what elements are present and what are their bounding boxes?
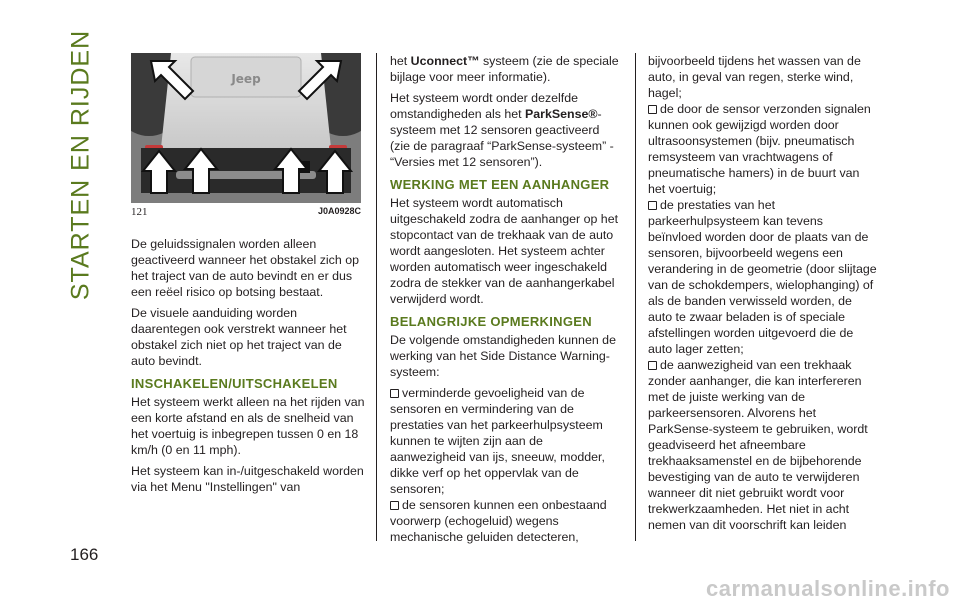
figure-image <box>131 53 361 203</box>
bullet-icon <box>648 361 657 370</box>
list-item: de door de sensor verzonden signalen kunnen ook gewijzigd worden door ultrasoonsystemen (bijv. pneumatisch remsysteem van vrachtwagens of pneumatische hamers) in de buurt van het voertuig; <box>648 102 871 196</box>
section-title: STARTEN EN RIJDEN <box>66 29 95 301</box>
figure-number: 121 <box>131 206 148 218</box>
figure-code: J0A0928C <box>317 206 361 216</box>
brand-uconnect: Uconnect™ <box>410 54 480 68</box>
paragraph: De volgende omstandigheden kunnen de werking van het Side Distance Warning-systeem: <box>390 333 616 379</box>
section-heading: BELANGRIJKE OPMERKINGEN <box>390 314 592 329</box>
watermark: carmanualsonline.info <box>706 576 950 601</box>
column-1 <box>131 236 365 500</box>
list-item: de sensoren kunnen een onbestaand voorwerp (echogeluid) wegens mechanische geluiden detecteren, <box>390 498 607 544</box>
column-divider <box>376 53 377 541</box>
bullet-icon <box>390 389 399 398</box>
paragraph: De geluidssignalen worden alleen geactiveerd wanneer het obstakel zich op het traject van de auto bevindt en er dus een reëel risico op botsing bestaat. <box>131 237 359 299</box>
figure-caption <box>131 206 361 220</box>
bullet-icon <box>390 501 399 510</box>
bullet-icon <box>648 105 657 114</box>
column-2 <box>390 53 622 545</box>
list-item: verminderde gevoeligheid van de sensoren en vermindering van de prestaties van het parkeerhulpsysteem kunnen te wijten zijn aan de aanwezigheid van ijs, sneeuw, modder, dikke verf op het oppervlak van de sensoren; <box>390 386 605 496</box>
svg-text:Jeep: Jeep <box>231 72 261 86</box>
paragraph: bijvoorbeeld tijdens het wassen van de auto, in geval van regen, sterke wind, hagel; <box>648 54 861 100</box>
paragraph: Het systeem wordt onder dezelfde omstandigheden als het ParkSense®-systeem met 12 sensoren geactiveerd (zie de paragraaf “ParkSense-systeem” - “Versies met 12 sensoren”). <box>390 91 614 169</box>
list-item: de prestaties van het parkeerhulpsysteem kan tevens beïnvloed worden door de plaats van de sensoren, bijvoorbeeld wegens een verandering in de geometrie (door slijtage van de schokdempers, wielophanging) of als de banden verwisseld worden, de auto te zwaar beladen is of speciale afstellingen worden uitgevoerd die de auto lager zetten; <box>648 198 877 356</box>
paragraph: het Uconnect™ systeem (zie de speciale bijlage voor meer informatie). <box>390 54 619 84</box>
paragraph: Het systeem kan in-/uitgeschakeld worden via het Menu "Instellingen" van <box>131 464 364 494</box>
section-heading: INSCHAKELEN/UITSCHAKELEN <box>131 376 338 391</box>
column-3 <box>648 53 878 533</box>
section-heading: WERKING MET EEN AANHANGER <box>390 177 610 192</box>
paragraph: Het systeem wordt automatisch uitgeschakeld zodra de aanhanger op het stopcontact van de trekhaak van de auto wordt aangesloten. Het systeem achter worden automatisch weer ingeschakeld zodra de stekker van de aanhangerkabel verwijderd wordt. <box>390 196 619 306</box>
column-divider <box>635 53 636 541</box>
paragraph: De visuele aanduiding worden daarentegen ook verstrekt wanneer het obstakel zich niet op het traject van de auto bevindt. <box>131 306 347 368</box>
brand-parksense: ParkSense® <box>525 107 598 121</box>
page-number: 166 <box>70 545 99 564</box>
list-item: de aanwezigheid van een trekhaak zonder aanhanger, die kan interfereren met de juiste werking van de parkeersensoren. Alvorens het ParkSense-systeem te gebruiken, wordt geadviseerd het afneembare trekhaaksamenstel en de bijbehorende bevestiging van de auto te verwijderen wanneer dit niet gebruikt wordt voor trekwerkzaamheden. Het niet in acht nemen van dit voorschrift kan leiden <box>648 358 868 532</box>
bullet-icon <box>648 201 657 210</box>
paragraph: Het systeem werkt alleen na het rijden van een korte afstand en als de snelheid van het voertuig is inbegrepen tussen 0 en 18 km/h (0 en 11 mph). <box>131 395 365 457</box>
